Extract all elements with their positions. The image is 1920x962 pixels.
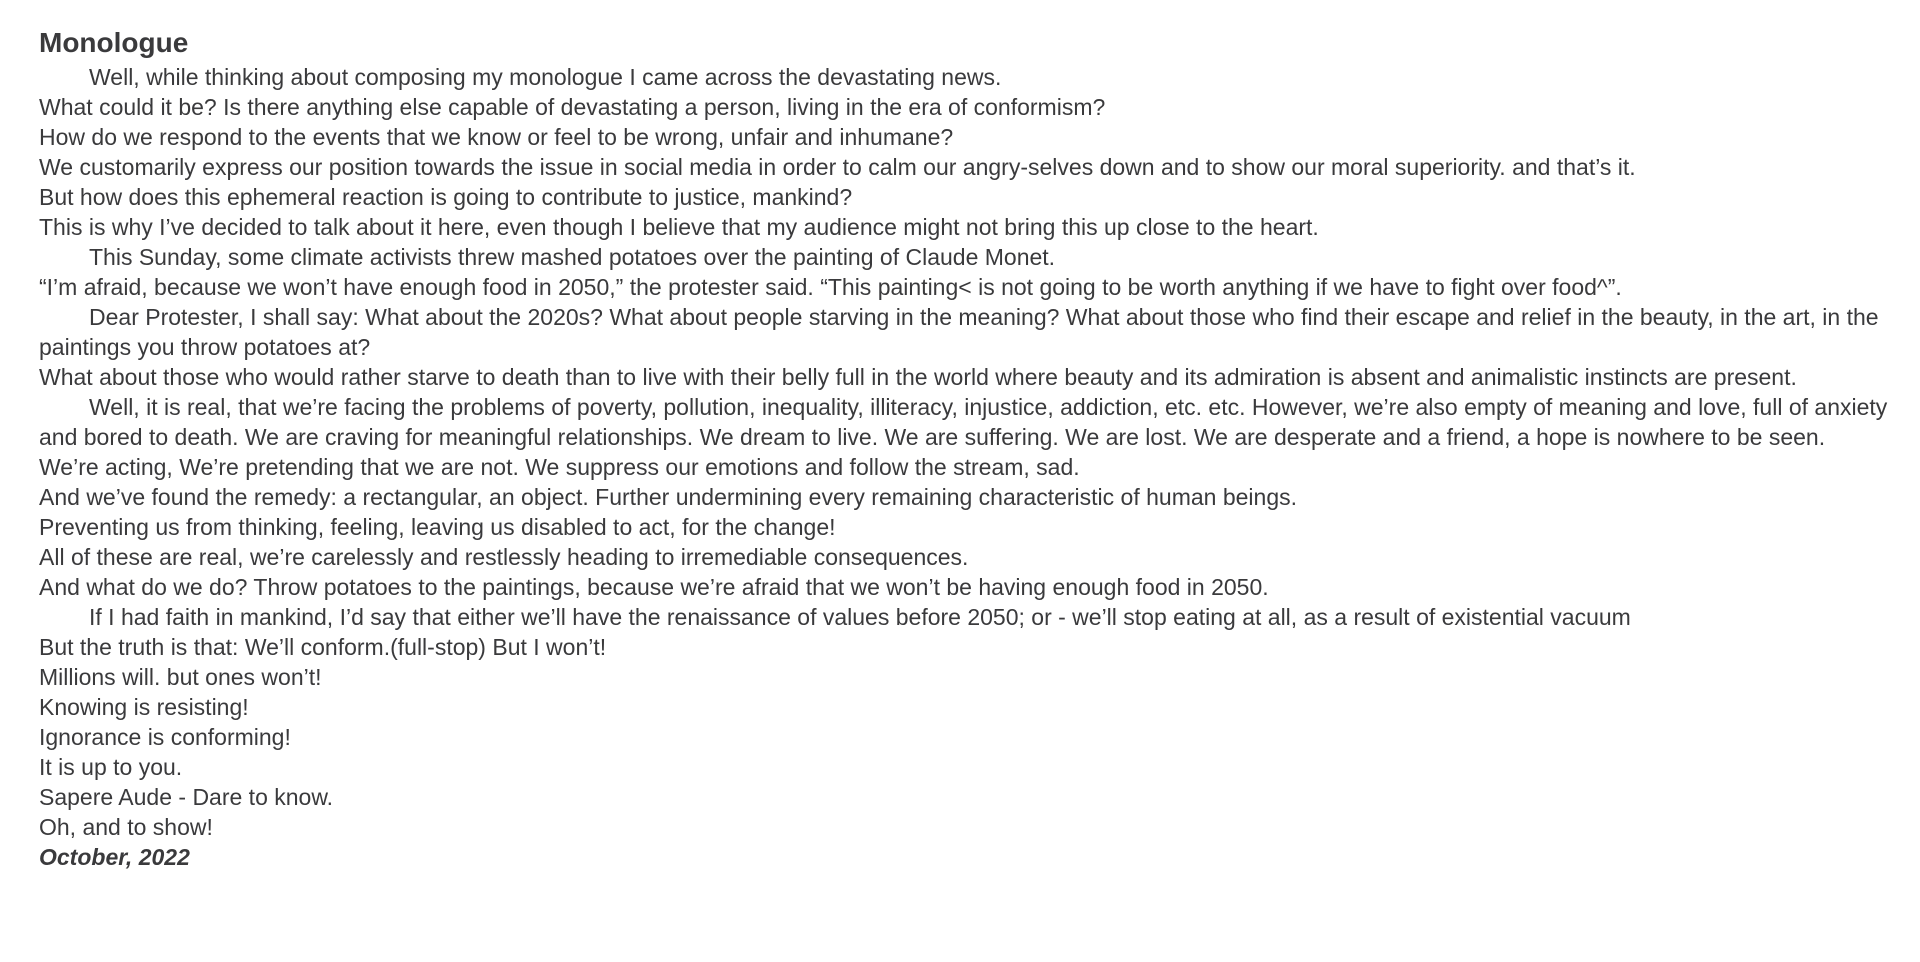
paragraph-line: Oh, and to show! [39, 814, 213, 840]
paragraph-line: Sapere Aude - Dare to know. [39, 784, 334, 810]
paragraph-line: And we’ve found the remedy: a rectangular, an object. Further undermining every remaining characteristic of human beings. [39, 484, 1298, 510]
paragraph-line: Preventing us from thinking, feeling, leaving us disabled to act, for the change! [39, 514, 836, 540]
paragraph-line: What could it be? Is there anything else capable of devastating a person, living in the era of conformism? [39, 94, 1106, 120]
paragraph-line: This Sunday, some climate activists threw mashed potatoes over the painting of Claude Monet. [89, 244, 1056, 270]
paragraph-line: We customarily express our position towards the issue in social media in order to calm our angry-selves down and to show our moral superiority. and that’s it. [39, 154, 1636, 180]
document-title: Monologue [39, 27, 189, 58]
paragraph-line: How do we respond to the events that we know or feel to be wrong, unfair and inhumane? [39, 124, 954, 150]
paragraph-line: “I’m afraid, because we won’t have enough food in 2050,” the protester said. “This painting< is not going to be worth anything if we have to fight over food^”. [39, 274, 1622, 300]
paragraph-line: Knowing is resisting! [39, 694, 249, 720]
paragraph-line: And what do we do? Throw potatoes to the paintings, because we’re afraid that we won’t be having enough food in 2050. [39, 574, 1269, 600]
paragraph-line: Well, it is real, that we’re facing the problems of poverty, pollution, inequality, illiteracy, injustice, addiction, etc. etc. However, we’re also empty of meaning and love, full of anxiety and bored to death. We are craving for meaningful relationships. We dream to live. We are suffering. We are lost. We are desperate and a friend, a hope is nowhere to be seen. [39, 394, 1888, 450]
paragraph-line: What about those who would rather starve to death than to live with their belly full in the world where beauty and its admiration is absent and animalistic instincts are present. [39, 364, 1797, 390]
paragraph-line: All of these are real, we’re carelessly and restlessly heading to irremediable consequences. [39, 544, 969, 570]
paragraph-line: Ignorance is conforming! [39, 724, 291, 750]
paragraph-line: If I had faith in mankind, I’d say that either we’ll have the renaissance of values before 2050; or - we’ll stop eating at all, as a result of existential vacuum [89, 604, 1631, 630]
paragraph-line: Well, while thinking about composing my monologue I came across the devastating news. [89, 64, 1002, 90]
paragraph-line: This is why I’ve decided to talk about it here, even though I believe that my audience might not bring this up close to the heart. [39, 214, 1319, 240]
document-date: October, 2022 [39, 844, 190, 870]
paragraph-line: Dear Protester, I shall say: What about the 2020s? What about people starving in the meaning? What about those who find their escape and relief in the beauty, in the art, in the paintings you throw potatoes at? [39, 304, 1879, 360]
paragraph-line: We’re acting, We’re pretending that we are not. We suppress our emotions and follow the stream, sad. [39, 454, 1080, 480]
paragraph-line: It is up to you. [39, 754, 183, 780]
paragraph-line: Millions will. but ones won’t! [39, 664, 322, 690]
paragraph-line: But how does this ephemeral reaction is going to contribute to justice, mankind? [39, 184, 853, 210]
paragraph-line: But the truth is that: We’ll conform.(full-stop) But I won’t! [39, 634, 607, 660]
document-body [39, 24, 1899, 872]
